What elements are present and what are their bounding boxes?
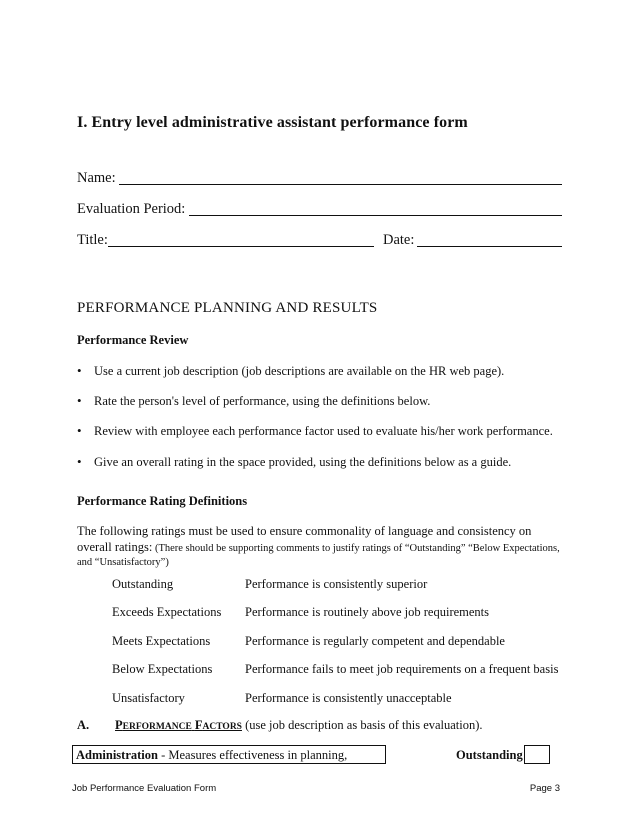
administration-label: Administration [76,748,158,762]
outstanding-checkbox[interactable] [524,745,550,764]
administration-text [76,748,347,763]
intro-line-2-main: overall ratings: [77,540,153,554]
intro-line-2-note: (There should be supporting comments to justify ratings of “Outstanding” “Below Expectations, [152,543,560,554]
name-label: Name: [77,170,116,186]
rating-description: Performance is consistently unacceptable [245,691,452,705]
administration-description: - Measures effectiveness in planning, [157,748,348,762]
factors-title [115,718,242,732]
intro-line-1: The following ratings must be used to ensure commonality of language and consistency on [77,524,532,538]
list-item: Review with employee each performance factor used to evaluate his/her work performance. [94,424,553,438]
performance-factors-heading [77,718,483,733]
rating-name: Exceeds Expectations [112,605,222,619]
rating-name: Meets Expectations [112,634,211,648]
factors-label: A. [77,718,90,732]
bullet-icon: • [77,423,82,438]
outstanding-rating-label: Outstanding [456,748,523,762]
form-title: I. Entry level administrative assistant performance form [77,114,468,131]
performance-review-heading: Performance Review [77,333,189,347]
date-label: Date: [383,232,415,248]
evaluation-period-field-line[interactable] [189,215,562,216]
name-field-line[interactable] [119,184,562,185]
rating-description: Performance fails to meet job requirements on a frequent basis [245,662,559,676]
title-label: Title: [77,232,108,248]
bullet-icon: • [77,363,82,378]
factors-performance: ERFORMANCE [122,722,192,732]
administration-cell [72,745,386,764]
title-field-line[interactable] [108,246,374,247]
rating-description: Performance is regularly competent and dependable [245,634,505,648]
factors-factors: ACTORS [202,722,242,732]
factors-note: (use job description as basis of this evaluation). [241,718,483,732]
rating-name: Outstanding [112,577,174,591]
page-number: Page 3 [529,783,560,794]
date-field-line[interactable] [417,246,562,247]
evaluation-period-label: Evaluation Period: [77,201,186,217]
bullet-icon: • [77,454,82,469]
rating-name: Below Expectations [112,662,213,676]
rating-name: Unsatisfactory [112,691,185,705]
rating-definitions-heading: Performance Rating Definitions [77,494,248,508]
list-item: Use a current job description (job descriptions are available on the HR web page). [94,364,505,378]
list-item: Give an overall rating in the space provided, using the definitions below as a guide. [94,455,512,469]
factors-cap-f: F [194,718,203,732]
rating-description: Performance is consistently superior [245,577,428,591]
bullet-icon: • [77,393,82,408]
list-item: Rate the person's level of performance, using the definitions below. [94,394,431,408]
intro-line-2 [77,540,560,555]
rating-description: Performance is routinely above job requirements [245,605,490,619]
footer-title: Job Performance Evaluation Form [72,783,217,794]
intro-line-3: and “Unsatisfactory”) [77,557,169,568]
section-heading: PERFORMANCE PLANNING AND RESULTS [77,300,378,316]
factors-cap-p: P [115,718,123,732]
